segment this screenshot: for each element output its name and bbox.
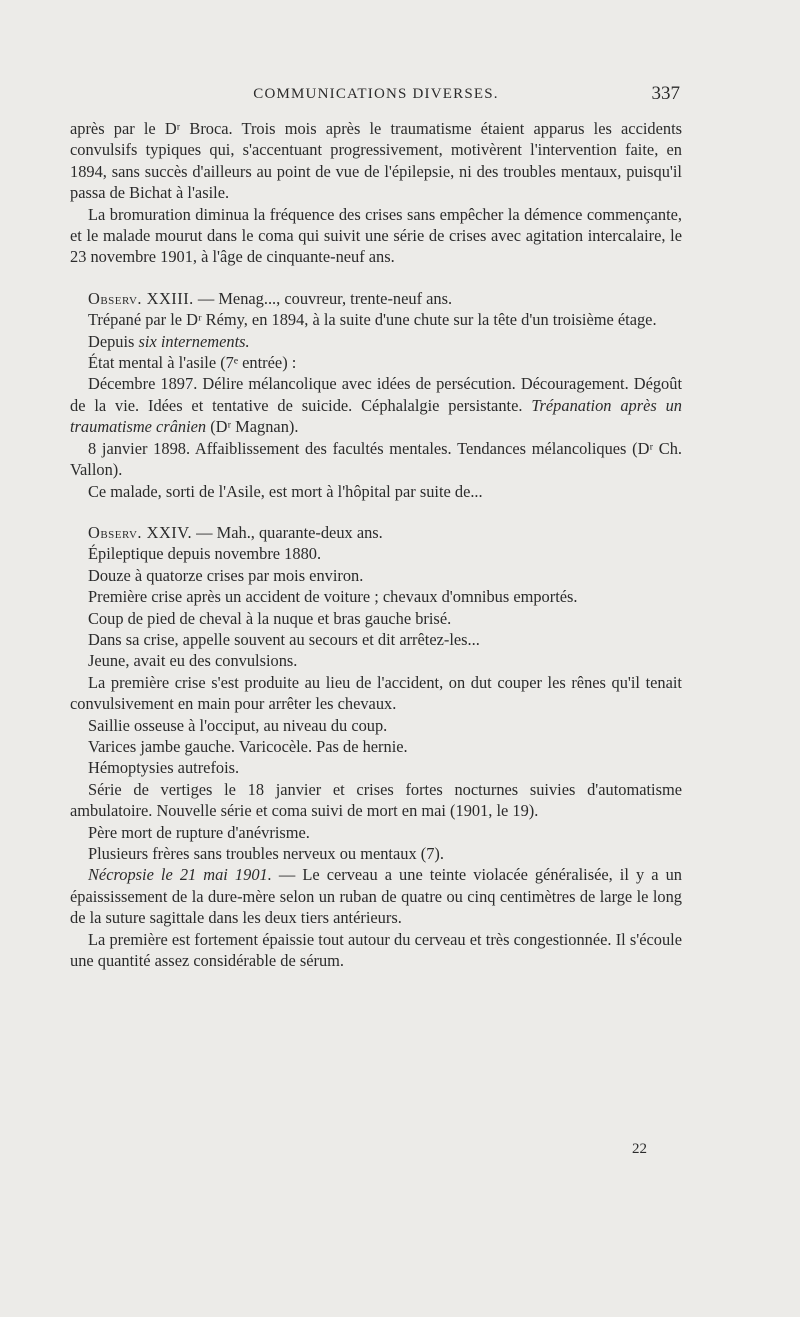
paragraph: Père mort de rupture d'anévrisme. — [88, 822, 310, 842]
paragraph — [70, 373, 682, 437]
italic-text: six internements. — [138, 331, 250, 351]
italic-text: Nécropsie le 21 mai 1901. — [88, 865, 272, 885]
paragraph: Plusieurs frères sans troubles nerveux ou mentaux (7). — [88, 844, 444, 863]
paragraph: La première crise s'est produite au lieu de l'accident, on dut couper les rênes qu'il tenait convulsivement en main pour arrêter les chevaux. — [70, 672, 682, 714]
observation-heading — [70, 288, 682, 309]
observation-title: — Mah., quarante-deux ans. — [192, 522, 383, 542]
text-run: Décembre 1897. Délire mélancolique avec idées de persécution. Découragement. Dégoût de la vie. Idées et tentative de suicide. Céphalalgie persistante. — [70, 374, 682, 415]
text-run: Depuis — [88, 331, 139, 351]
paragraph: Saillie osseuse à l'occiput, au niveau du coup. — [88, 715, 388, 735]
observation-title: — Menag..., couvreur, trente-neuf ans. — [193, 288, 453, 308]
text-run: — Le cerveau a une teinte violacée généralisée, il y a un épaississement de la dure-mère selon un ruban de quatre ou cinq centimètres de large le long de la suture sagittale dans les deux tiers antérieurs. — [70, 865, 682, 928]
paragraph: Série de vertiges le 18 janvier et crises fortes nocturnes suivies d'automatisme ambulatoire. Nouvelle série et coma suivi de mort en mai (1901, le 19). — [70, 779, 682, 821]
paragraph — [70, 331, 682, 352]
page-header — [70, 83, 682, 112]
paragraph: Trépané par le Dʳ Rémy, en 1894, à la suite d'une chute sur la tête d'un troisième étage. — [88, 310, 657, 330]
italic-text: Trépanation après un traumatisme crânien — [70, 395, 682, 437]
paragraph: État mental à l'asile (7ᵉ entrée) : — [88, 353, 297, 373]
paragraph: Dans sa crise, appelle souvent au secours et dit arrêtez-les... — [88, 629, 480, 649]
paragraph: Épileptique depuis novembre 1880. — [88, 544, 322, 564]
page-number: 337 — [651, 83, 680, 104]
paragraph: Première crise après un accident de voiture ; chevaux d'omnibus emportés. — [88, 587, 578, 607]
paragraph: Ce malade, sorti de l'Asile, est mort à l'hôpital par suite de... — [88, 481, 483, 501]
body-text — [70, 118, 682, 971]
paragraph: Hémoptysies autrefois. — [88, 758, 240, 778]
paragraph: après par le Dʳ Broca. Trois mois après le traumatisme étaient apparus les accidents convulsifs typiques qui, s'accentuant progressivement, motivèrent l'intervention faite, en 1894, sans succès d'ailleurs au point de vue de l'épilepsie, ni des troubles mentaux, puisqu'il passa de Bichat à l'asile. — [70, 119, 682, 203]
observation-heading — [70, 522, 682, 543]
running-title: COMMUNICATIONS DIVERSES. — [253, 86, 499, 102]
paragraph: La bromuration diminua la fréquence des crises sans empêcher la démence commençante, et le malade mourut dans le coma qui suivit une série de crises avec agitation intercalaire, le 23 novembre 1901, à l'âge de cinquante-neuf ans. — [70, 204, 682, 267]
paragraph: Coup de pied de cheval à la nuque et bras gauche brisé. — [88, 608, 452, 628]
paragraph: La première est fortement épaissie tout autour du cerveau et très congestionnée. Il s'écoule une quantité assez considérable de sérum. — [70, 929, 682, 971]
observation-label: Observ. XXIV. — [88, 522, 193, 542]
text-run: (Dʳ Magnan). — [206, 417, 299, 437]
observation-label: Observ. XXIII. — [88, 288, 194, 308]
paragraph: Douze à quatorze crises par mois environ. — [88, 565, 364, 585]
paragraph: Varices jambe gauche. Varicocèle. Pas de hernie. — [88, 736, 408, 756]
paragraph: Jeune, avait eu des convulsions. — [88, 651, 298, 671]
paragraph: 8 janvier 1898. Affaiblissement des facultés mentales. Tendances mélancoliques (Dʳ Ch. Vallon). — [70, 438, 682, 480]
signature-mark: 22 — [632, 1141, 647, 1157]
paragraph — [70, 864, 682, 928]
